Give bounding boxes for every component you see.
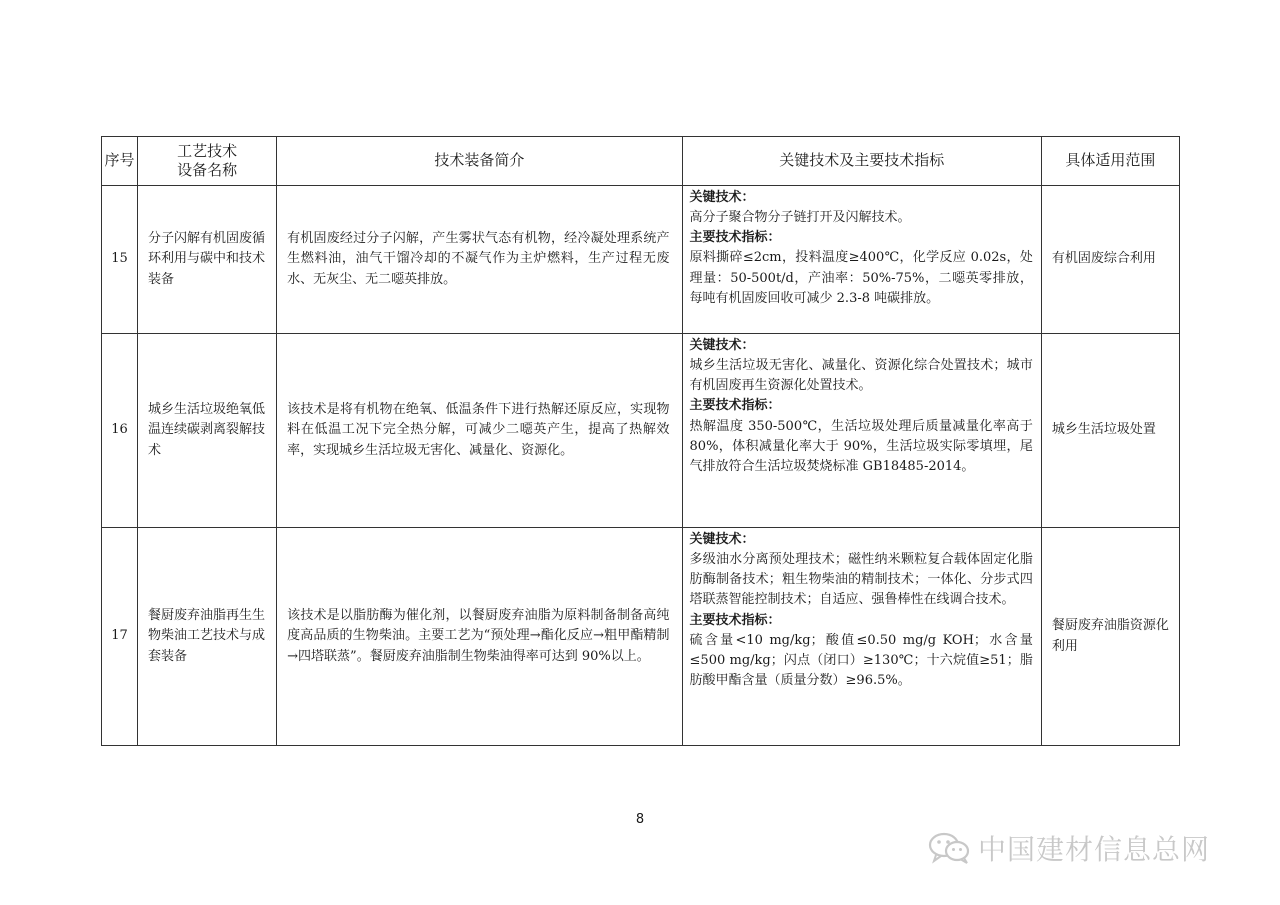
- wechat-icon: [928, 831, 972, 865]
- key-tech-text: 高分子聚合物分子链打开及闪解技术。: [689, 210, 911, 226]
- header-name-line2: 设备名称: [177, 161, 238, 179]
- table-row: [102, 528, 1180, 746]
- row-name: 城乡生活垃圾绝氧低温连续碳剥离裂解技术: [138, 334, 277, 528]
- row-scope: 有机固废综合利用: [1041, 186, 1179, 334]
- index-label: 主要技术指标：: [689, 398, 781, 414]
- row-name: 餐厨废弃油脂再生生物柴油工艺技术与成套装备: [138, 528, 277, 746]
- row-key-tech: [682, 334, 1041, 528]
- row-description: 该技术是将有机物在绝氧、低温条件下进行热解还原反应，实现物料在低温工况下完全热分解，可减少二噁英产生，提高了热解效率，实现城乡生活垃圾无害化、减量化、资源化。: [277, 334, 682, 528]
- header-key: 关键技术及主要技术指标: [682, 137, 1041, 186]
- table-header-row: [102, 137, 1180, 186]
- key-tech-label: 关键技术：: [689, 532, 755, 547]
- row-name: 分子闪解有机固废循环利用与碳中和技术装备: [138, 186, 277, 334]
- index-text: 原料撕碎≤2cm，投料温度≥400℃，化学反应 0.02s，处理量：50-500t/d，产油率：50%-75%，二噁英零排放，每吨有机固废回收可减少 2.3-8 吨碳排放。: [689, 250, 1033, 306]
- row-number: 16: [102, 334, 138, 528]
- index-label: 主要技术指标：: [689, 612, 781, 628]
- table-row: [102, 186, 1180, 334]
- watermark-text: 中国建材信息总网: [978, 833, 1211, 866]
- row-scope: 餐厨废弃油脂资源化利用: [1041, 528, 1179, 746]
- technology-table: [101, 136, 1180, 746]
- index-label: 主要技术指标：: [689, 230, 781, 246]
- table-row: [102, 334, 1180, 528]
- page-number: 8: [635, 812, 645, 827]
- row-key-tech: [682, 186, 1041, 334]
- key-tech-text: 城乡生活垃圾无害化、减量化、资源化综合处置技术；城市有机固废再生资源化处置技术。: [689, 358, 1033, 394]
- row-key-tech: [682, 528, 1041, 746]
- index-text: 硫含量<10 mg/kg；酸值≤0.50 mg/g KOH；水含量≤500 mg/kg；闪点（闭口）≥130℃；十六烷值≥51；脂肪酸甲酯含量（质量分数）≥96.5%。: [689, 632, 1033, 688]
- watermark: [928, 830, 1210, 866]
- header-no: 序号: [102, 137, 138, 186]
- row-number: 17: [102, 528, 138, 746]
- key-tech-label: 关键技术：: [689, 190, 755, 205]
- header-name-line1: 工艺技术: [177, 141, 238, 160]
- header-desc: 技术装备简介: [277, 137, 682, 186]
- row-number: 15: [102, 186, 138, 334]
- key-tech-text: 多级油水分离预处理技术；磁性纳米颗粒复合载体固定化脂肪酶制备技术；粗生物柴油的精制技术；一体化、分步式四塔联蒸智能控制技术；自适应、强鲁棒性在线调合技术。: [689, 552, 1033, 608]
- header-name: [138, 137, 277, 186]
- key-tech-label: 关键技术：: [689, 338, 755, 353]
- header-scope: 具体适用范围: [1041, 137, 1179, 186]
- row-description: 有机固废经过分子闪解，产生雾状气态有机物，经冷凝处理系统产生燃料油，油气干馏冷却的不凝气作为主炉燃料，生产过程无废水、无灰尘、无二噁英排放。: [277, 186, 682, 334]
- row-scope: 城乡生活垃圾处置: [1041, 334, 1179, 528]
- index-text: 热解温度 350-500℃，生活垃圾处理后质量减量化率高于 80%，体积减量化率大于 90%，生活垃圾实际零填埋，尾气排放符合生活垃圾焚烧标准 GB18485-2014。: [689, 418, 1033, 474]
- row-description: 该技术是以脂肪酶为催化剂，以餐厨废弃油脂为原料制备制备高纯度高品质的生物柴油。主要工艺为“预处理→酯化反应→粗甲酯精制→四塔联蒸”。餐厨废弃油脂制生物柴油得率可达到 90%以上。: [277, 528, 682, 746]
